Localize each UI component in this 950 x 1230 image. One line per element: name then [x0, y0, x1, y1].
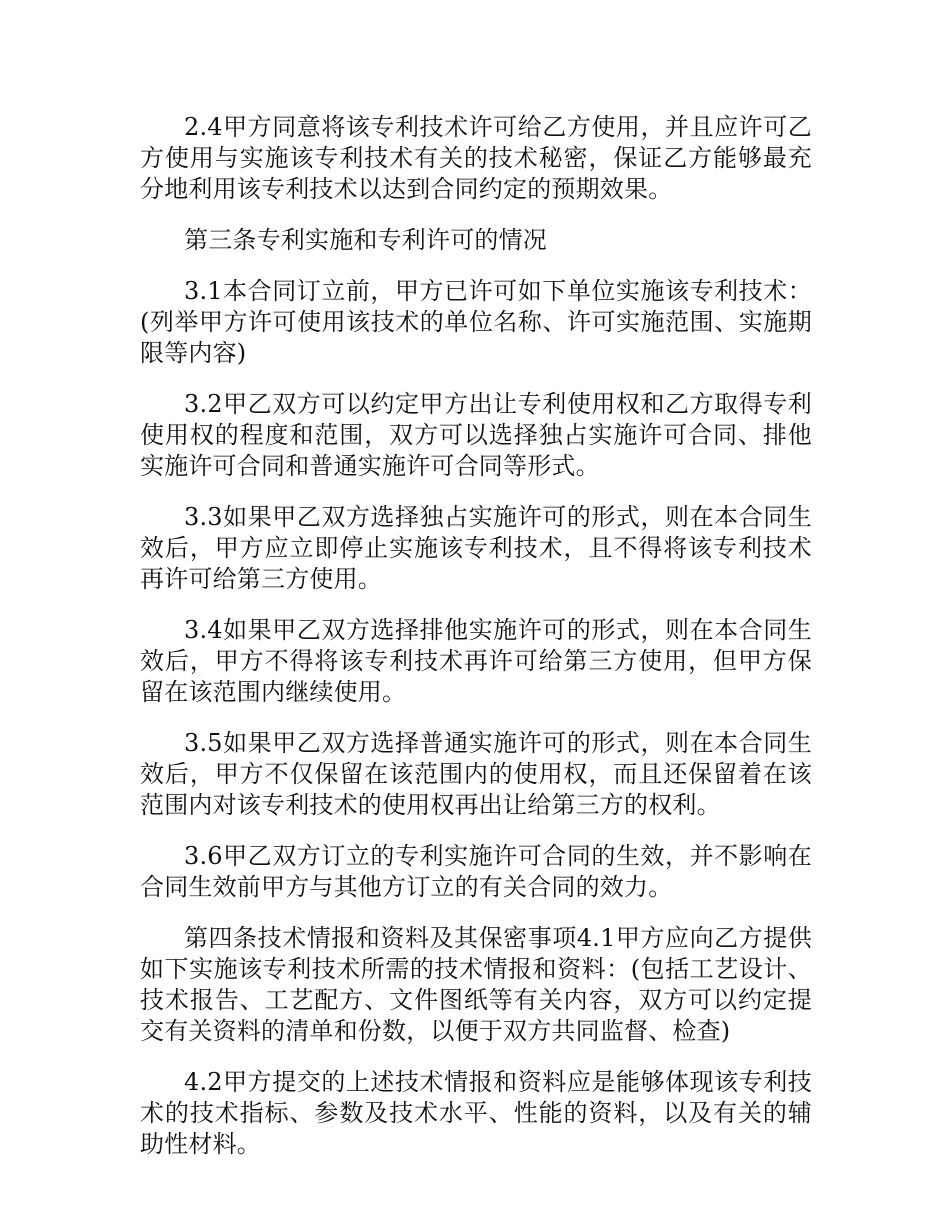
clause-3-4: 3.4如果甲乙双方选择排他实施许可的形式，则在本合同生效后，甲方不得将该专利技术再许可给第三方使用，但甲方保留在该范围内继续使用。: [140, 616, 812, 706]
clause-3-3: 3.3如果甲乙双方选择独占实施许可的形式，则在本合同生效后，甲方应立即停止实施该专利技术，且不得将该专利技术再许可给第三方使用。: [140, 503, 812, 593]
article-4-clause-4-1: 第四条技术情报和资料及其保密事项4.1甲方应向乙方提供如下实施该专利技术所需的技术情报和资料：(包括工艺设计、技术报告、工艺配方、文件图纸等有关内容，双方可以约定提交有关资料的清单和份数，以便于双方共同监督、检查): [140, 924, 812, 1045]
document-page: [140, 112, 812, 1180]
clause-2-4: 2.4甲方同意将该专利技术许可给乙方使用，并且应许可乙方使用与实施该专利技术有关的技术秘密，保证乙方能够最充分地利用该专利技术以达到合同约定的预期效果。: [140, 113, 812, 203]
clause-3-6: 3.6甲乙双方订立的专利实施许可合同的生效，并不影响在合同生效前甲方与其他方订立的有关合同的效力。: [140, 842, 812, 901]
clause-3-1: 3.1本合同订立前，甲方已许可如下单位实施该专利技术：(列举甲方许可使用该技术的单位名称、许可实施范围、实施期限等内容): [140, 277, 812, 367]
clause-4-2: 4.2甲方提交的上述技术情报和资料应是能够体现该专利技术的技术指标、参数及技术水平、性能的资料，以及有关的辅助性材料。: [140, 1068, 812, 1158]
article-3-heading: 第三条专利实施和专利许可的情况: [184, 226, 547, 254]
clause-3-2: 3.2甲乙双方可以约定甲方出让专利使用权和乙方取得专利使用权的程度和范围，双方可以选择独占实施许可合同、排他实施许可合同和普通实施许可合同等形式。: [140, 390, 812, 480]
clause-3-5: 3.5如果甲乙双方选择普通实施许可的形式，则在本合同生效后，甲方不仅保留在该范围内的使用权，而且还保留着在该范围内对该专利技术的使用权再出让给第三方的权利。: [140, 729, 812, 819]
